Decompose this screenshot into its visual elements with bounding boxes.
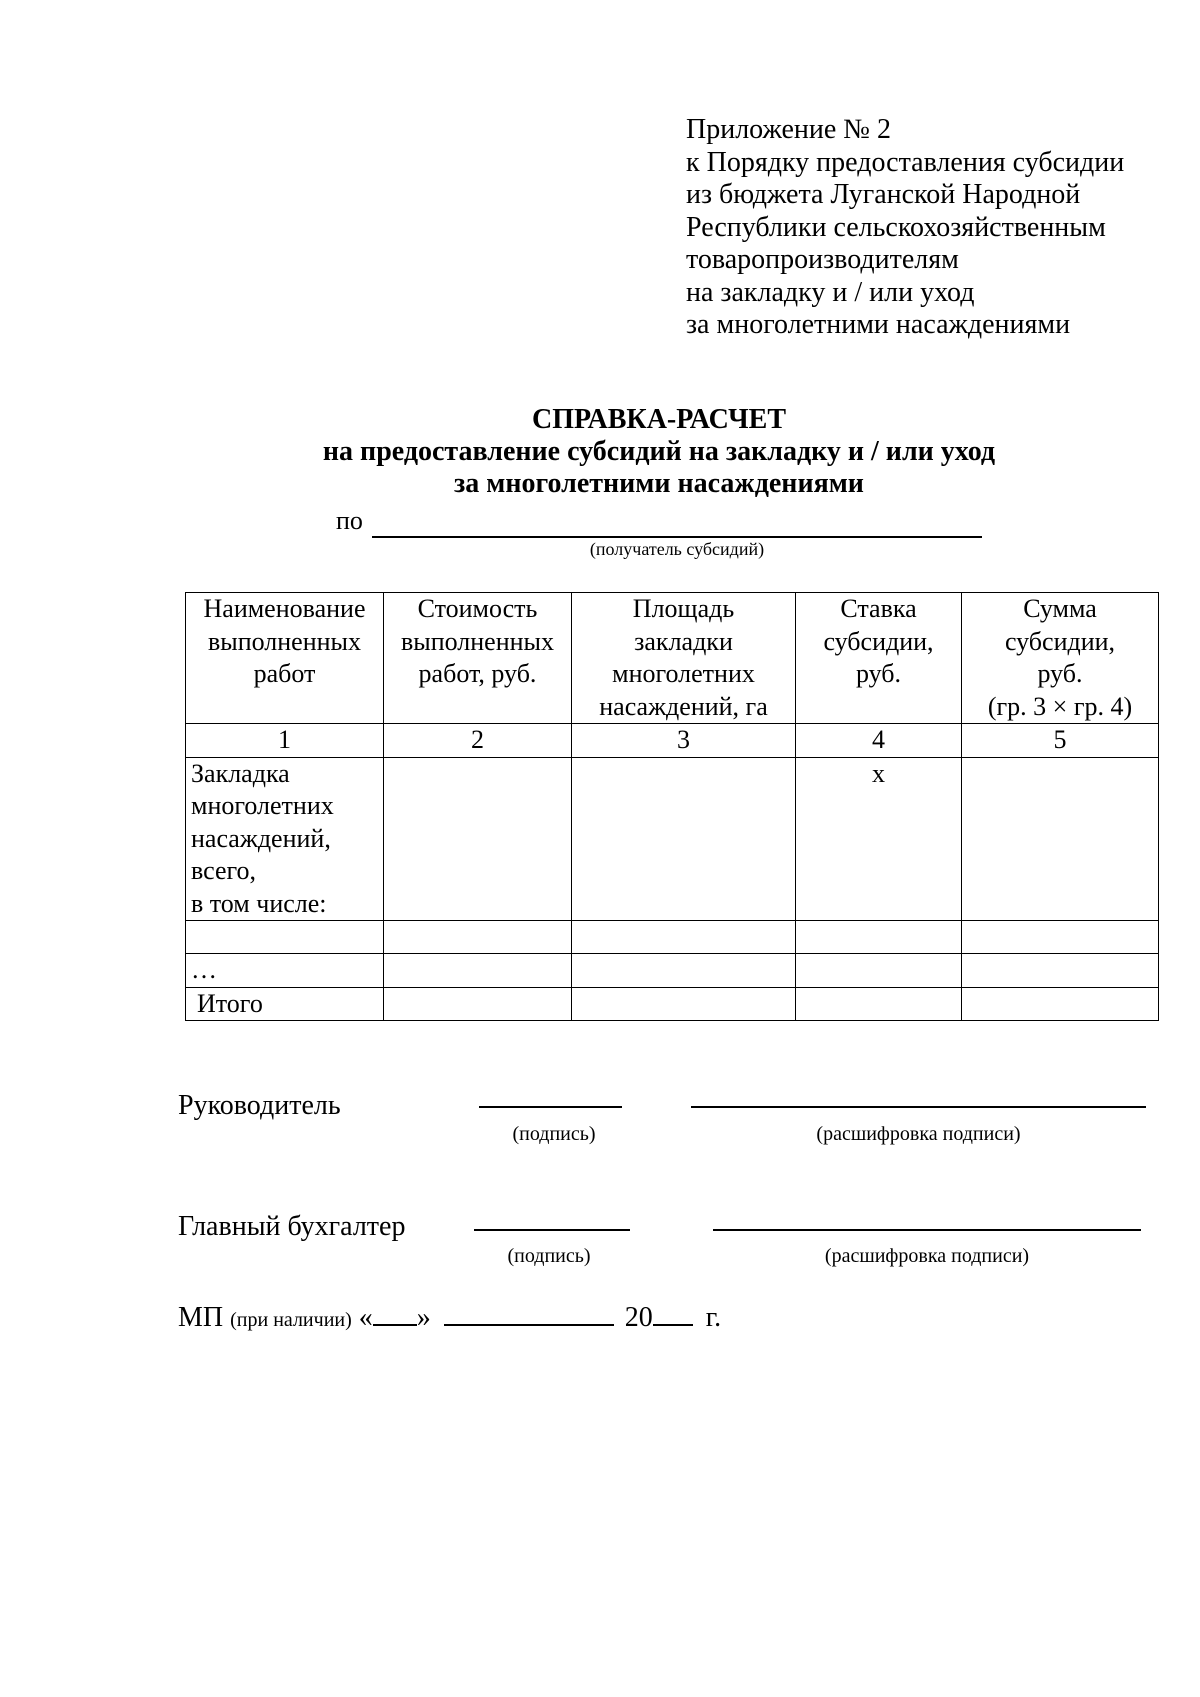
year-prefix: 20 (624, 1302, 653, 1333)
cell-subsidy-rate[interactable] (796, 987, 962, 1021)
year-suffix: г. (705, 1302, 722, 1333)
year-field[interactable] (653, 1300, 693, 1326)
day-field[interactable] (373, 1300, 417, 1326)
cell-planting-area[interactable] (572, 987, 796, 1021)
header-subsidy-rate: Ставка субсидии, руб. (796, 593, 962, 724)
cell-work-cost[interactable] (384, 921, 572, 954)
head-name-field[interactable] (691, 1106, 1146, 1108)
column-number-row (186, 724, 1159, 758)
title-line-1: СПРАВКА-РАСЧЕТ (531, 404, 787, 435)
appendix-line: из бюджета Луганской Народной (686, 179, 1081, 210)
accountant-name-field[interactable] (713, 1229, 1141, 1231)
document-title (0, 404, 1200, 500)
appendix-header (686, 114, 1124, 342)
head-name-caption: (расшифровка подписи) (816, 1123, 1021, 1145)
header-work-cost: Стоимость выполненных работ, руб. (384, 593, 572, 724)
accountant-label: Главный бухгалтер (178, 1211, 406, 1242)
column-number: 4 (796, 724, 962, 758)
calculation-table (185, 592, 1159, 1021)
cell-subsidy-rate[interactable] (796, 921, 962, 954)
table-header-row (186, 593, 1159, 724)
header-subsidy-sum: Сумма субсидии, руб. (гр. 3 × гр. 4) (962, 593, 1159, 724)
stamp-label: МП (178, 1302, 224, 1333)
cell-planting-area[interactable] (572, 954, 796, 988)
month-field[interactable] (444, 1300, 614, 1326)
column-number: 2 (384, 724, 572, 758)
table-row (186, 921, 1159, 954)
header-planting-area: Площадь закладки многолетних насаждений, га (572, 593, 796, 724)
cell-work-name: Закладка многолетних насаждений, всего, в том числе: (186, 757, 384, 921)
recipient-caption: (получатель субсидий) (589, 539, 765, 559)
cell-work-cost[interactable] (384, 954, 572, 988)
quote-open: « (358, 1302, 373, 1333)
table-row-total (186, 987, 1159, 1021)
cell-subsidy-sum[interactable] (962, 757, 1159, 921)
table-row (186, 757, 1159, 921)
cell-work-cost[interactable] (384, 987, 572, 1021)
appendix-line: к Порядку предоставления субсидии (686, 146, 1125, 178)
cell-subsidy-rate[interactable] (796, 954, 962, 988)
quote-close: » (416, 1302, 431, 1333)
appendix-line: товаропроизводителям (686, 244, 959, 275)
recipient-prefix: по (336, 506, 363, 535)
head-signature-caption: (подпись) (512, 1123, 596, 1145)
title-line-3: за многолетними насаждениями (454, 468, 864, 499)
accountant-signature-caption: (подпись) (507, 1245, 591, 1267)
table-row (186, 954, 1159, 988)
cell-work-name[interactable] (186, 921, 384, 954)
appendix-line: Приложение № 2 (686, 114, 891, 145)
cell-work-name: … (186, 954, 384, 988)
accountant-name-caption: (расшифровка подписи) (824, 1245, 1030, 1267)
cell-total-label: Итого (186, 987, 384, 1021)
cell-subsidy-sum[interactable] (962, 921, 1159, 954)
appendix-line: Республики сельскохозяйственным (686, 211, 1106, 243)
title-line-2: на предоставление субсидий на закладку и / или уход (322, 436, 996, 467)
cell-subsidy-rate: x (796, 757, 962, 921)
cell-work-cost[interactable] (384, 757, 572, 921)
column-number: 5 (962, 724, 1159, 758)
appendix-line: на закладку и / или уход (686, 276, 975, 308)
stamp-date-row (178, 1300, 721, 1336)
cell-planting-area[interactable] (572, 757, 796, 921)
cell-planting-area[interactable] (572, 921, 796, 954)
header-work-name: Наименование выполненных работ (186, 593, 384, 724)
cell-subsidy-sum[interactable] (962, 954, 1159, 988)
accountant-signature-field[interactable] (474, 1229, 630, 1231)
stamp-note: (при наличии) (230, 1309, 352, 1331)
head-signature-field[interactable] (479, 1106, 622, 1108)
appendix-line: за многолетними насаждениями (686, 309, 1071, 340)
column-number: 3 (572, 724, 796, 758)
cell-subsidy-sum[interactable] (962, 987, 1159, 1021)
column-number: 1 (186, 724, 384, 758)
head-label: Руководитель (178, 1090, 341, 1121)
